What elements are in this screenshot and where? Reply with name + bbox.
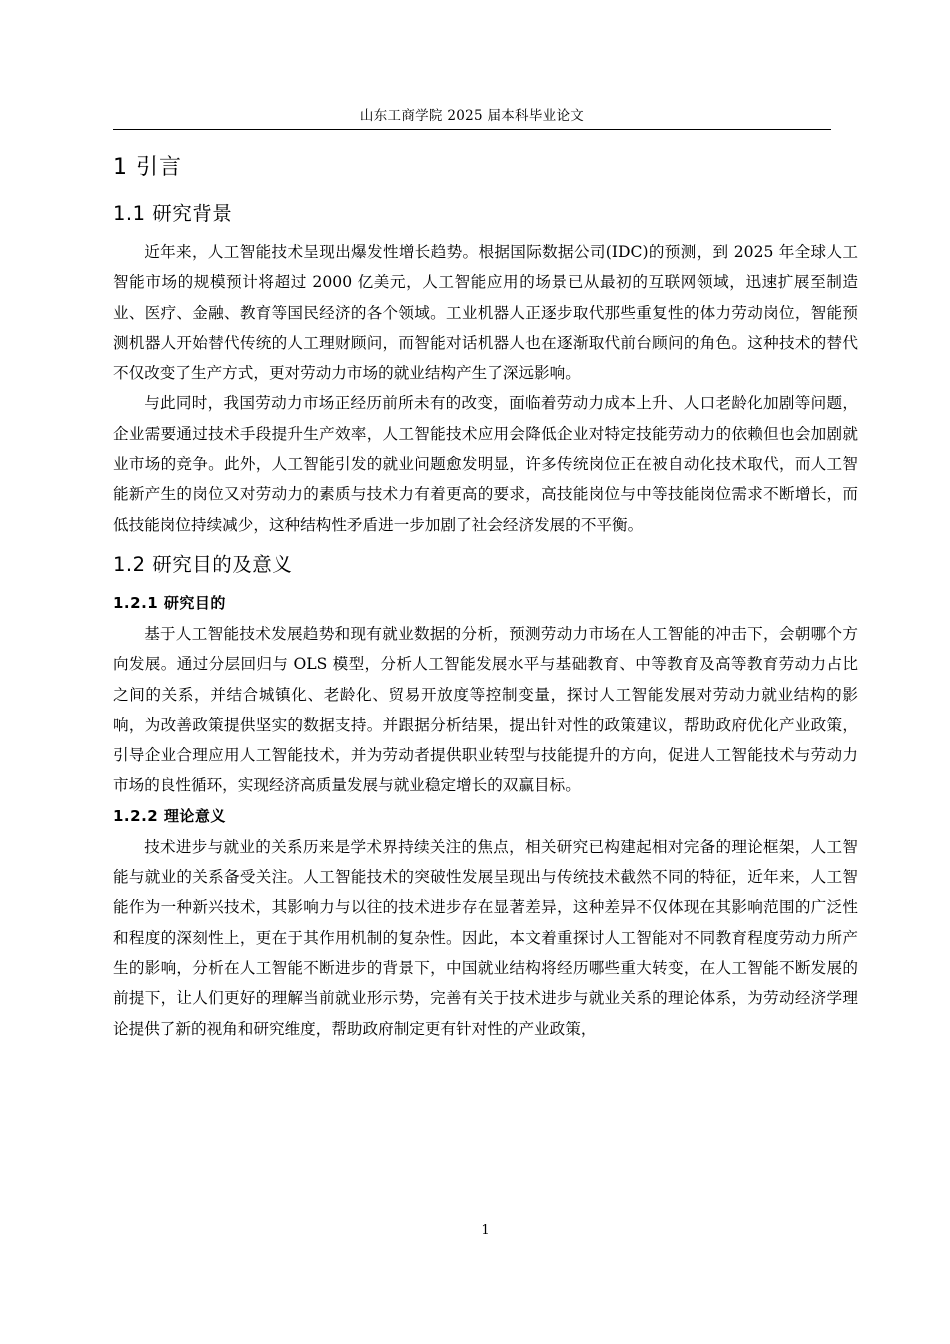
section-title-1-1: 1.1 研究背景: [113, 202, 233, 225]
paragraph-background-1: 近年来，人工智能技术呈现出爆发性增长趋势。根据国际数据公司(IDC)的预测，到 2025 年全球人工智能市场的规模预计将超过 2000 亿美元，人工智能应用的场景已从最初的互联网领域，迅速扩展至制造业、医疗、金融、教育等国民经济的各个领域。工业机器人正逐步取代那些重复性的体力劳动岗位，智能预测机器人开始替代传统的人工理财顾问，而智能对话机器人也在逐渐取代前台顾问的角色。这种技术的替代不仅改变了生产方式，更对劳动力市场的就业结构产生了深远影响。: [113, 243, 858, 383]
paragraph-background-2: 与此同时，我国劳动力市场正经历前所未有的改变，面临着劳动力成本上升、人口老龄化加剧等问题，企业需要通过技术手段提升生产效率，人工智能技术应用会降低企业对特定技能劳动力的依赖但也会加剧就业市场的竞争。此外，人工智能引发的就业问题愈发明显，许多传统岗位正在被自动化技术取代，而人工智能新产生的岗位又对劳动力的素质与技术力有着更高的要求，高技能岗位与中等技能岗位需求不断增长，而低技能岗位持续减少，这种结构性矛盾进一步加剧了社会经济发展的不平衡。: [113, 394, 858, 534]
paragraph-research-purpose: 基于人工智能技术发展趋势和现有就业数据的分析，预测劳动力市场在人工智能的冲击下，会朝哪个方向发展。通过分层回归与 OLS 模型，分析人工智能发展水平与基础教育、中等教育及高等教育劳动力占比之间的关系，并结合城镇化、老龄化、贸易开放度等控制变量，探讨人工智能发展对劳动力就业结构的影响，为改善政策提供坚实的数据支持。并跟据分析结果，提出针对性的政策建议，帮助政府优化产业政策，引导企业合理应用人工智能技术，并为劳动者提供职业转型与技能提升的方向，促进人工智能技术与劳动力市场的良性循环，实现经济高质量发展与就业稳定增长的双赢目标。: [113, 624, 858, 795]
subsection-title-1-2-2: 1.2.2 理论意义: [113, 806, 226, 825]
section-title-1-2: 1.2 研究目的及意义: [113, 552, 293, 576]
running-header: 山东工商学院 2025 届本科毕业论文: [359, 108, 585, 124]
subsection-title-1-2-1: 1.2.1 研究目的: [113, 593, 226, 612]
chapter-title: 1 引言: [113, 155, 182, 180]
page-body: [113, 149, 858, 1044]
page-number: 1: [481, 1223, 490, 1238]
paragraph-theoretical-significance: 技术进步与就业的关系历来是学术界持续关注的焦点，相关研究已构建起相对完备的理论框架，人工智能与就业的关系备受关注。人工智能技术的突破性发展呈现出与传统技术截然不同的特征，近年来，人工智能作为一种新兴技术，其影响力与以往的技术进步存在显著差异，这种差异不仅体现在其影响范围的广泛性和程度的深刻性上，更在于其作用机制的复杂性。因此，本文着重探讨人工智能对不同教育程度劳动力所产生的影响，分析在人工智能不断进步的背景下，中国就业结构将经历哪些重大转变，在人工智能不断发展的前提下，让人们更好的理解当前就业形示势，完善有关于技术进步与就业关系的理论体系，为劳动经济学理论提供了新的视角和研究维度，帮助政府制定更有针对性的产业政策，: [113, 837, 858, 1038]
header-divider: [113, 129, 831, 130]
